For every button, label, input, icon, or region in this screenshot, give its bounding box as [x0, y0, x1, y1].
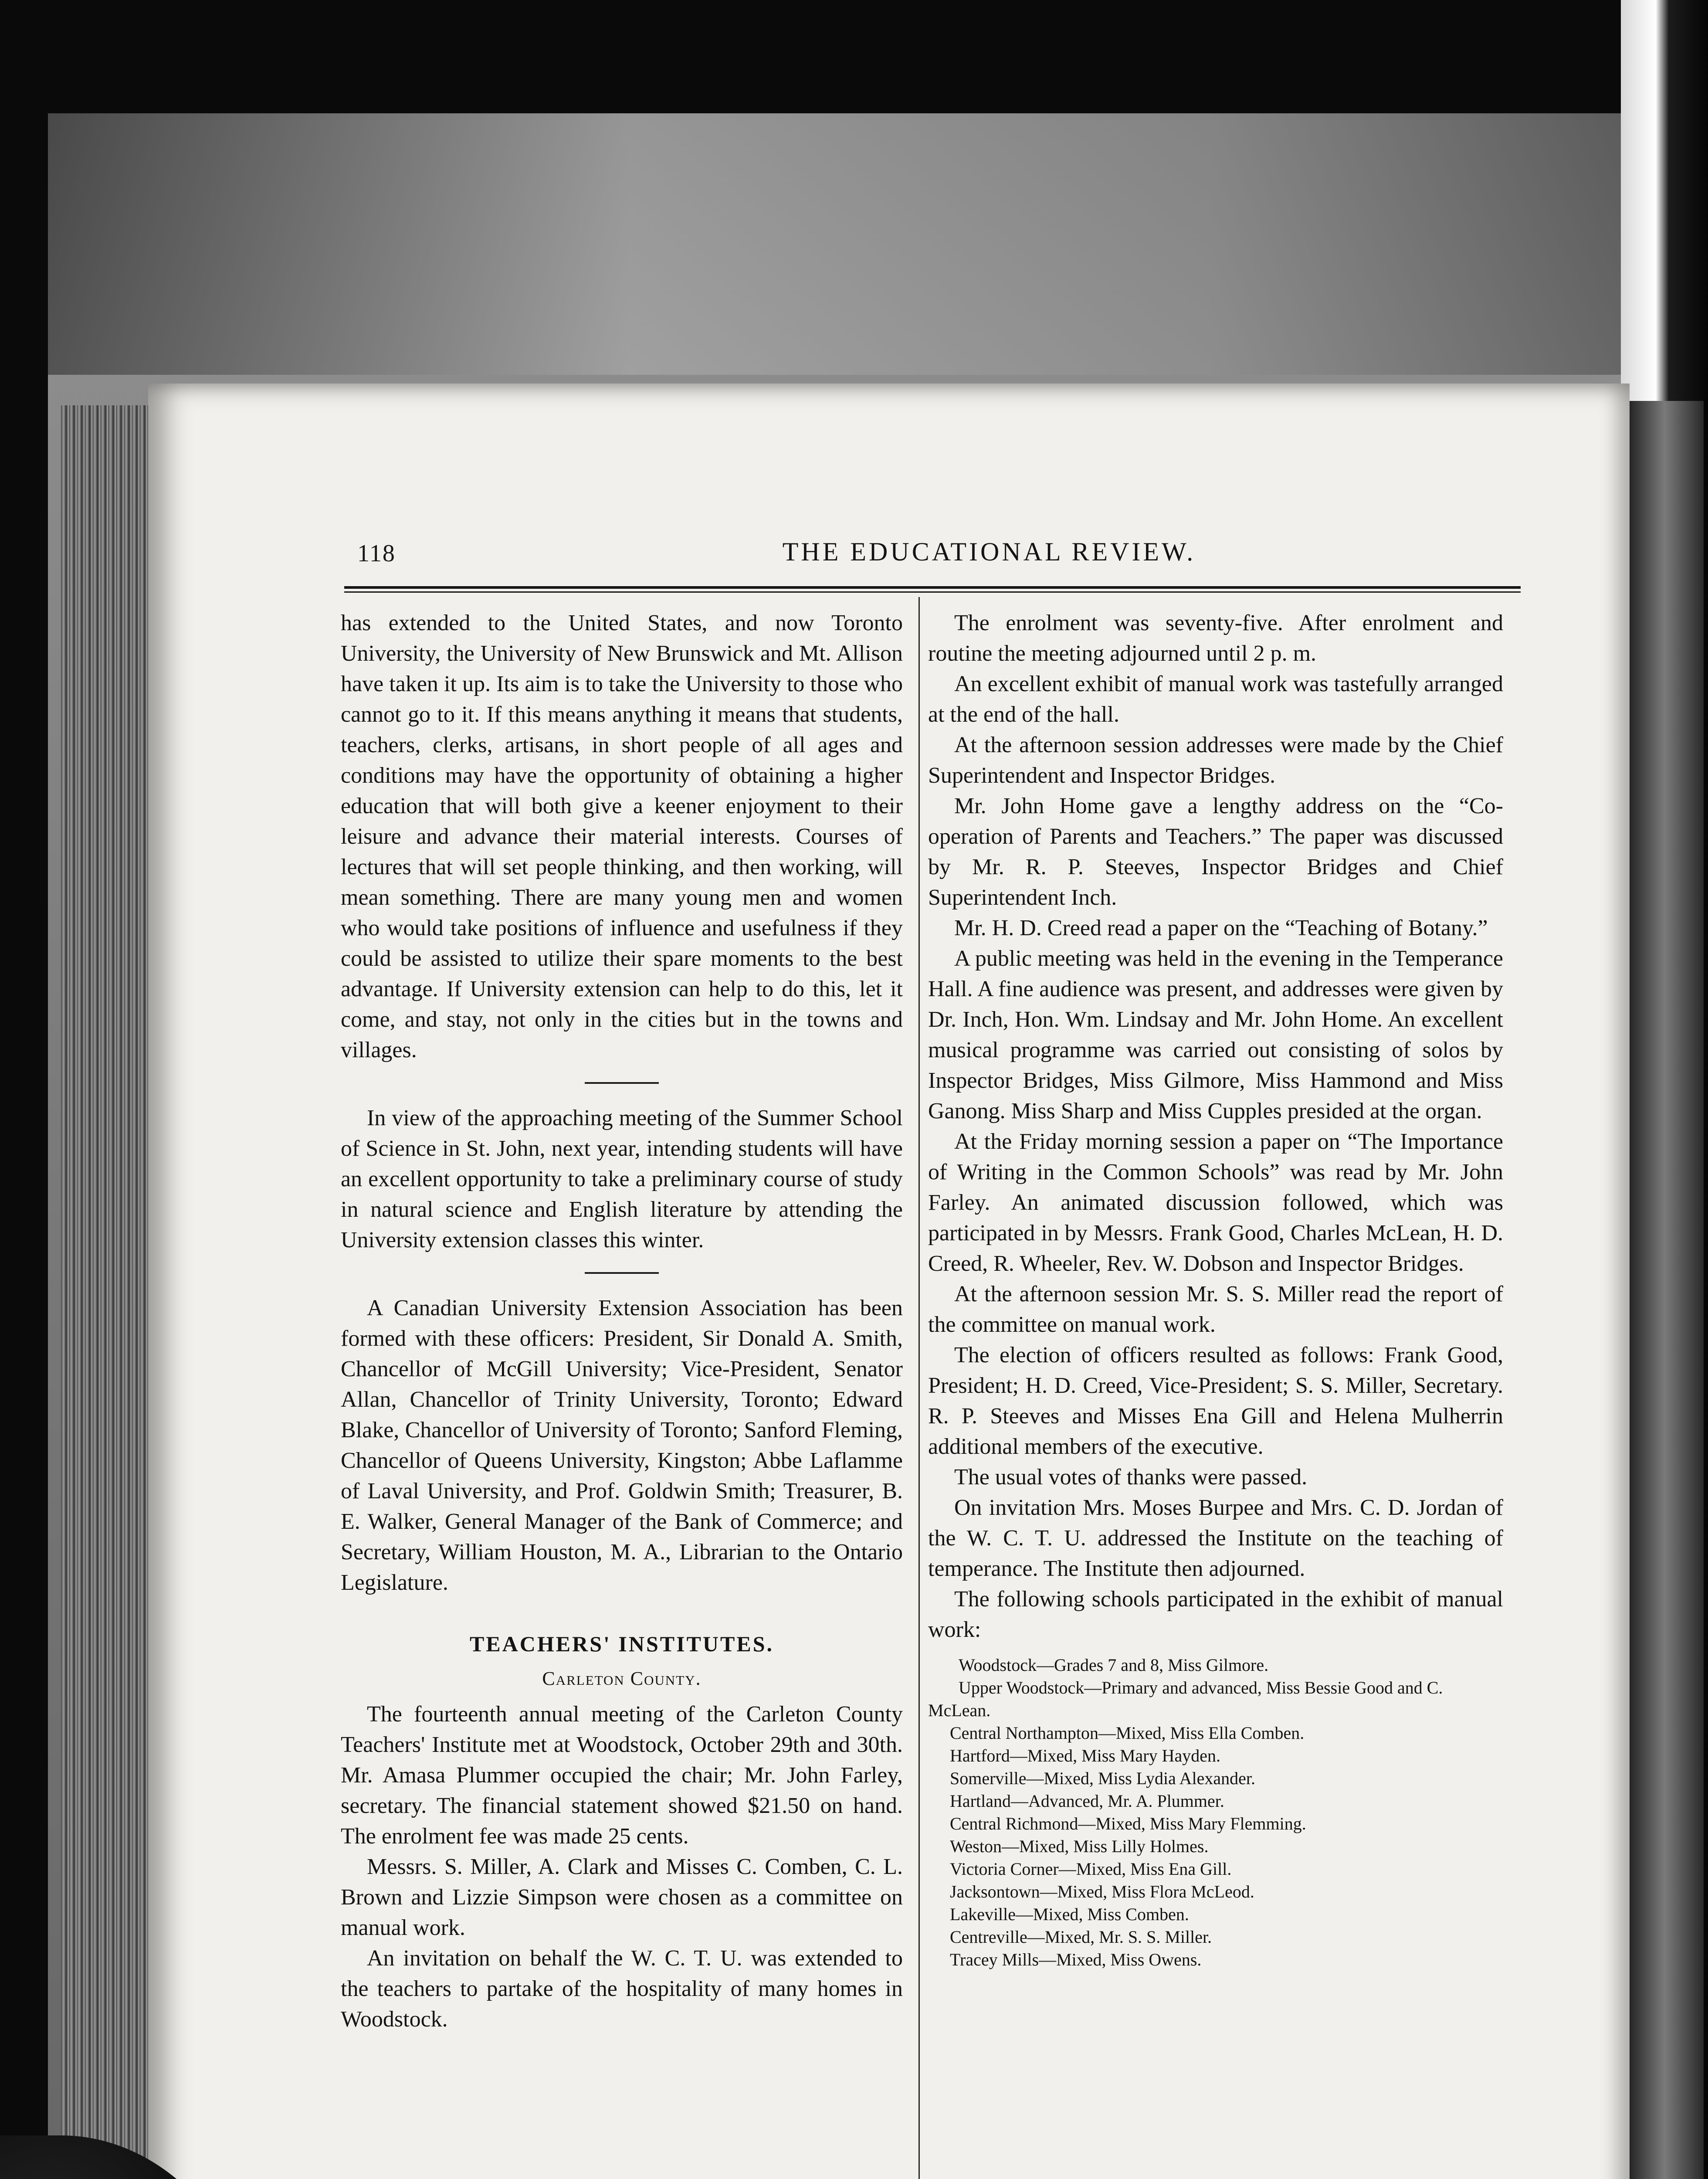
article-paragraph: At the afternoon session addresses were made by the Chief Superintendent and Inspector Bridges. [928, 733, 1503, 788]
article-paragraph: A Canadian University Extension Association has been formed with these officers: President, Sir Donald A. Smith, Chancellor of McGill University; Vice-President, Senator Allan, Chancellor of Trinity University, Toronto; Edward Blake, Chancellor of University of Toronto; Sanford Fleming, Chancellor of Queens University, Kingston; Abbe Laflamme of Laval University, and Prof. Goldwin Smith; Treasurer, B. E. Walker, General Manager of the Bank of Commerce; and Secretary, William Houston, M. A., Librarian to the Ontario Legislature. [341, 1296, 903, 1595]
list-item: Tracey Mills—Mixed, Miss Owens. [950, 1950, 1202, 1969]
section-subheading: Carleton County. [542, 1668, 702, 1689]
list-item: Lakeville—Mixed, Miss Comben. [950, 1904, 1189, 1924]
list-item: Weston—Mixed, Miss Lilly Holmes. [950, 1836, 1209, 1856]
school-list [928, 1654, 1503, 1971]
article-paragraph: On invitation Mrs. Moses Burpee and Mrs. C. D. Jordan of the W. C. T. U. addressed the Institute on the teaching of temperance. The Institute then adjourned. [928, 1495, 1503, 1581]
separator-rule [585, 1082, 659, 1084]
article-paragraph: Mr. H. D. Creed read a paper on the “Teaching of Botany.” [954, 916, 1488, 940]
section-heading: TEACHERS' INSTITUTES. [469, 1632, 774, 1656]
article-paragraph: Mr. John Home gave a lengthy address on the “Co-operation of Parents and Teachers.” The paper was discussed by Mr. R. P. Steeves, Inspector Bridges and Chief Superintendent Inch. [928, 794, 1503, 910]
article-paragraph: An excellent exhibit of manual work was tastefully arranged at the end of the hall. [928, 672, 1503, 727]
list-item: Victoria Corner—Mixed, Miss Ena Gill. [950, 1859, 1232, 1879]
article-paragraph: At the Friday morning session a paper on “The Importance of Writing in the Common Schools” was read by Mr. John Farley. An animated discussion followed, which was participated in by Messrs. Frank Good, Charles McLean, H. D. Creed, R. Wheeler, Rev. W. Dobson and Inspector Bridges. [928, 1129, 1503, 1276]
separator-rule [585, 1272, 659, 1274]
header-double-rule [344, 586, 1521, 593]
article-paragraph: The following schools participated in the exhibit of manual work: [928, 1587, 1503, 1642]
facing-page-edge [1625, 401, 1704, 2179]
list-item: Centreville—Mixed, Mr. S. S. Miller. [950, 1927, 1212, 1947]
list-item: Hartland—Advanced, Mr. A. Plummer. [950, 1791, 1224, 1811]
article-paragraph: has extended to the United States, and now Toronto University, the University of New Brunswick and Mt. Allison have taken it up. Its aim is to take the University to those who cannot go to it. If this means anything it means that students, teachers, clerks, artisans, in short people of all ages and conditions may have the opportunity of obtaining a higher education that will both give a keener enjoyment to their leisure and advance their material interests. Courses of lectures that will set people thinking, and then working, will mean something. There are many young men and women who would take positions of influence and usefulness if they could be assisted to utilize their spare moments to the best advantage. If University extension can help to do this, let it come, and stay, not only in the cities but in the towns and villages. [341, 611, 903, 1062]
article-paragraph: A public meeting was held in the evening in the Temperance Hall. A fine audience was present, and addresses were given by Dr. Inch, Hon. Wm. Lindsay and Mr. John Home. An excellent musical programme was carried out consisting of solos by Inspector Bridges, Miss Gilmore, Miss Hammond and Miss Ganong. Miss Sharp and Miss Cupples presided at the organ. [928, 946, 1503, 1123]
article-paragraph: At the afternoon session Mr. S. S. Miller read the report of the committee on manual work. [928, 1282, 1503, 1337]
running-head-title: THE EDUCATIONAL REVIEW. [782, 537, 1196, 566]
list-item: Jacksontown—Mixed, Miss Flora McLeod. [950, 1882, 1254, 1901]
list-item: Woodstock—Grades 7 and 8, Miss Gilmore. [959, 1655, 1269, 1675]
left-column [341, 608, 903, 2035]
article-paragraph: The usual votes of thanks were passed. [954, 1465, 1308, 1490]
article-paragraph: The fourteenth annual meeting of the Carleton County Teachers' Institute met at Woodstock, October 29th and 30th. Mr. Amasa Plummer occupied the chair; Mr. John Farley, secretary. The financial statement showed $21.50 on hand. The enrolment fee was made 25 cents. [341, 1702, 903, 1849]
page-number: 118 [357, 540, 396, 567]
article-paragraph: The enrolment was seventy-five. After enrolment and routine the meeting adjourned until 2 p. m. [928, 611, 1503, 666]
list-item: Hartford—Mixed, Miss Mary Hayden. [950, 1746, 1220, 1765]
article-paragraph: Messrs. S. Miller, A. Clark and Misses C. Comben, C. L. Brown and Lizzie Simpson were chosen as a committee on manual work. [341, 1854, 903, 1940]
list-item: Somerville—Mixed, Miss Lydia Alexander. [950, 1768, 1256, 1788]
article-paragraph: In view of the approaching meeting of the Summer School of Science in St. John, next year, intending students will have an excellent opportunity to take a preliminary course of study in natural science and English literature by attending the University extension classes this winter. [341, 1106, 903, 1252]
list-item: Upper Woodstock—Primary and advanced, Miss Bessie Good and C. McLean. [928, 1678, 1443, 1720]
column-divider [918, 597, 920, 2179]
list-item: Central Northampton—Mixed, Miss Ella Comben. [950, 1723, 1305, 1743]
list-item: Central Richmond—Mixed, Miss Mary Flemming. [950, 1814, 1306, 1833]
article-paragraph: An invitation on behalf the W. C. T. U. was extended to the teachers to partake of the hospitality of many homes in Woodstock. [341, 1946, 903, 2032]
article-paragraph: The election of officers resulted as follows: Frank Good, President; H. D. Creed, Vice-President; S. S. Miller, Secretary. R. P. Steeves and Misses Ena Gill and Helena Mulherrin additional members of the executive. [928, 1343, 1503, 1459]
right-column [928, 608, 1503, 1971]
